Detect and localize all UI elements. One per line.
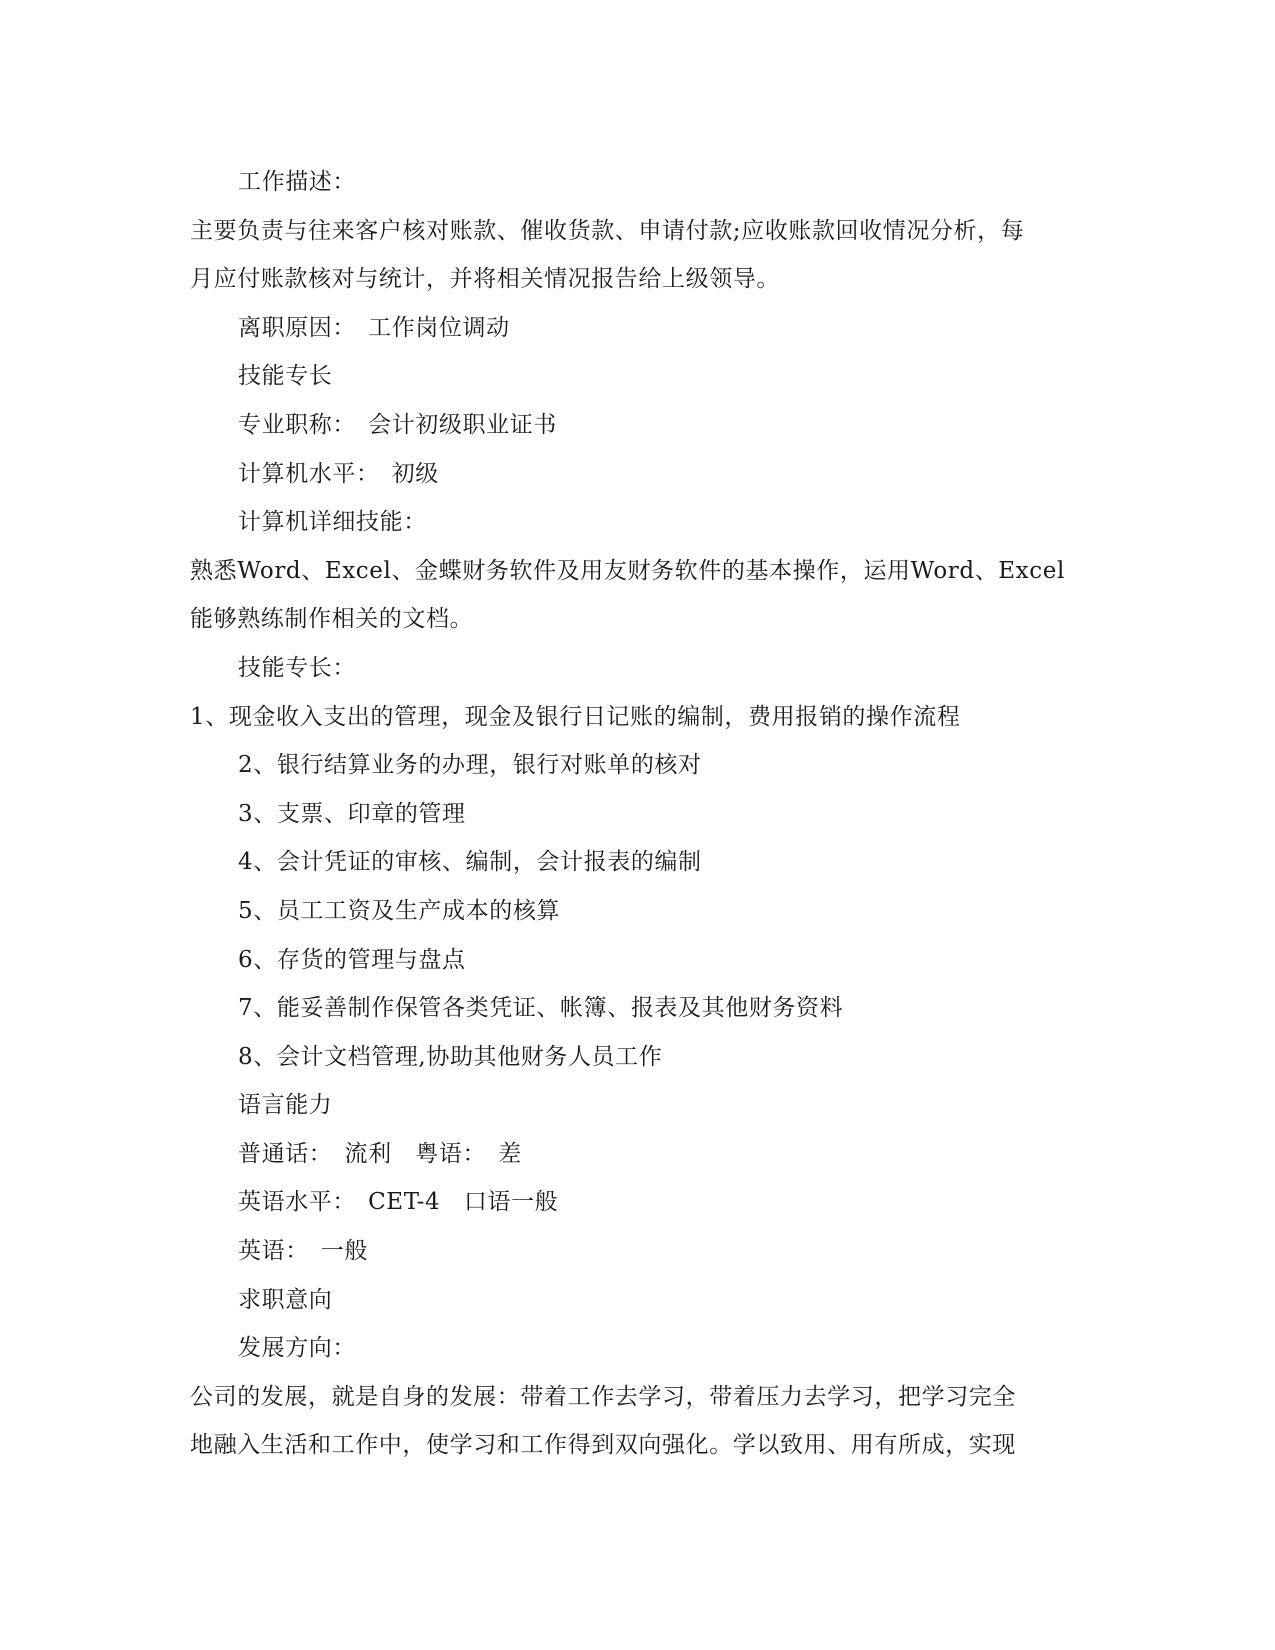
skill-list-item: 3、支票、印章的管理 [238, 800, 466, 827]
skill-list-item: 7、能妥善制作保管各类凭证、帐簿、报表及其他财务资料 [238, 995, 844, 1022]
computer-skills-heading: 计算机详细技能： [238, 509, 427, 536]
skill-list-item: 2、银行结算业务的办理，银行对账单的核对 [238, 752, 702, 779]
document-body [190, 158, 1090, 1470]
english-level-line: 英语水平： CET-4 口语一般 [238, 1189, 559, 1216]
development-direction-heading: 发展方向： [238, 1335, 356, 1362]
body-text-line: 熟悉Word、Excel、金蝶财务软件及用友财务软件的基本操作，运用Word、Excel [190, 557, 1065, 584]
professional-title-line: 专业职称： 会计初级职业证书 [238, 411, 557, 438]
body-text-line: 月应付账款核对与统计，并将相关情况报告给上级领导。 [190, 266, 780, 293]
skills-section-heading: 技能专长 [238, 363, 333, 390]
english-line: 英语： 一般 [238, 1238, 369, 1265]
body-text-line: 公司的发展，就是自身的发展：带着工作去学习，带着压力去学习，把学习完全 [190, 1383, 1016, 1410]
job-description-heading: 工作描述： [238, 169, 356, 195]
skill-list-item: 5、员工工资及生产成本的核算 [238, 897, 561, 924]
body-text-line: 地融入生活和工作中，使学习和工作得到双向强化。学以致用、用有所成，实现 [190, 1432, 1016, 1459]
skill-list-item: 6、存货的管理与盘点 [238, 946, 466, 973]
language-section-heading: 语言能力 [238, 1092, 333, 1119]
skill-specialties-heading: 技能专长： [238, 654, 356, 681]
leave-reason-line: 离职原因： 工作岗位调动 [238, 314, 510, 341]
skill-list-item: 4、会计凭证的审核、编制，会计报表的编制 [238, 849, 702, 876]
skill-list-item: 8、会计文档管理,协助其他财务人员工作 [238, 1043, 663, 1070]
body-text-line: 能够熟练制作相关的文档。 [190, 606, 474, 633]
mandarin-cantonese-line: 普通话： 流利 粤语： 差 [238, 1140, 522, 1167]
computer-level-line: 计算机水平： 初级 [238, 460, 439, 487]
job-intention-heading: 求职意向 [238, 1286, 333, 1313]
skill-list-item: 1、现金收入支出的管理，现金及银行日记账的编制，费用报销的操作流程 [190, 703, 961, 730]
body-text-line: 主要负责与往来客户核对账款、催收货款、申请付款;应收账款回收情况分析，每 [190, 217, 1025, 244]
